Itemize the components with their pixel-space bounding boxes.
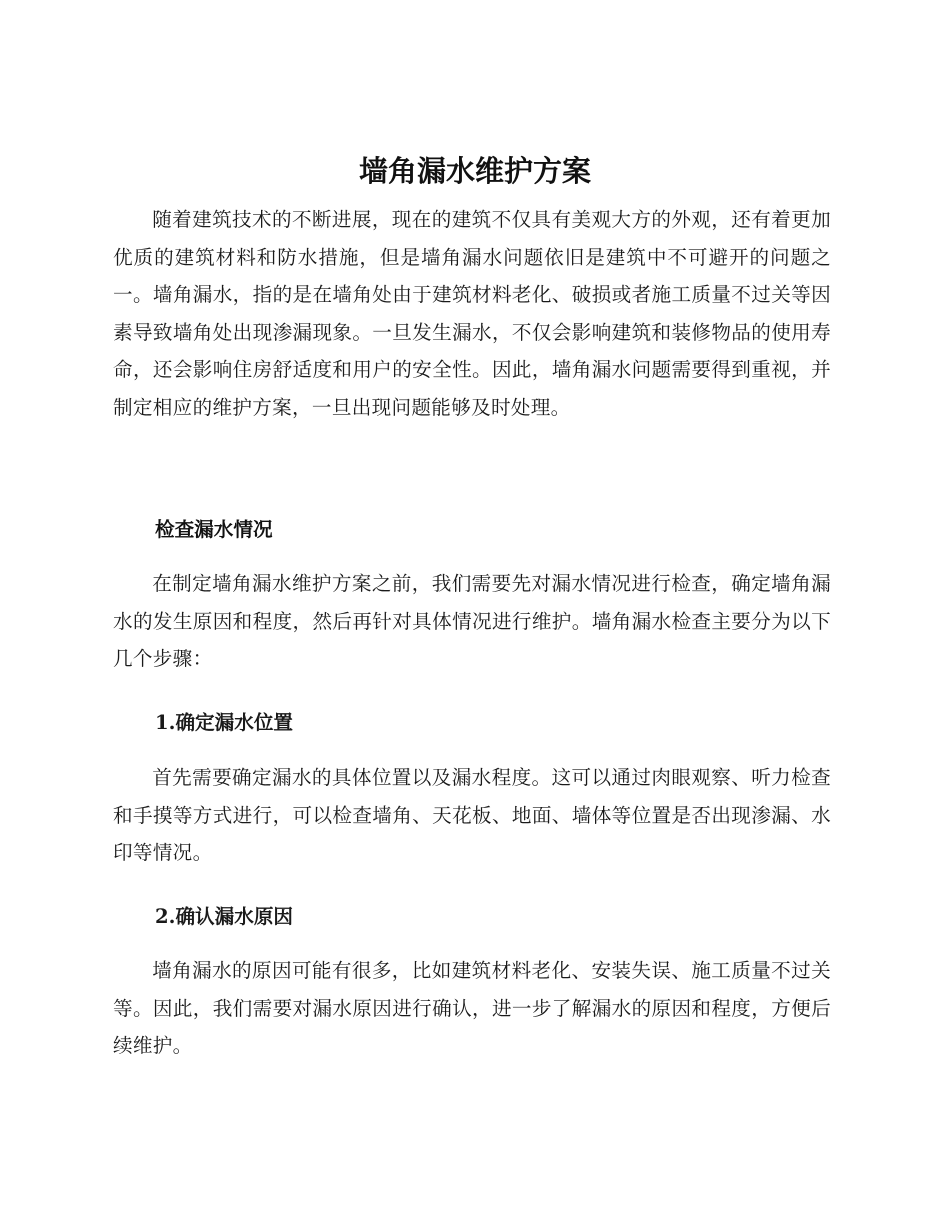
section-paragraph: 在制定墙角漏水维护方案之前，我们需要先对漏水情况进行检查，确定墙角漏水的发生原因和程度，然后再针对具体情况进行维护。墙角漏水检查主要分为以下几个步骤： [113,572,831,670]
step1-paragraph: 首先需要确定漏水的具体位置以及漏水程度。这可以通过肉眼观察、听力检查和手摸等方式进行，可以检查墙角、天花板、地面、墙体等位置是否出现渗漏、水印等情况。 [113,766,831,864]
section-heading: 检查漏水情况 [155,518,273,541]
intro-paragraph: 随着建筑技术的不断进展，现在的建筑不仅具有美观大方的外观，还有着更加优质的建筑材料和防水措施，但是墙角漏水问题依旧是建筑中不可避开的问题之一。墙角漏水，指的是在墙角处由于建筑材料老化、破损或者施工质量不过关等因素导致墙角处出现渗漏现象。一旦发生漏水，不仅会影响建筑和装修物品的使用寿命，还会影响住房舒适度和用户的安全性。因此，墙角漏水问题需要得到重视，并制定相应的维护方案，一旦出现问题能够及时处理。 [113,208,831,419]
step2-heading: 2.确认漏水原因 [155,905,294,928]
document-title: 墙角漏水维护方案 [358,154,591,188]
step2-paragraph: 墙角漏水的原因可能有很多，比如建筑材料老化、安装失误、施工质量不过关等。因此，我们需要对漏水原因进行确认，进一步了解漏水的原因和程度，方便后续维护。 [113,959,831,1057]
step1-heading: 1.确定漏水位置 [155,711,294,734]
